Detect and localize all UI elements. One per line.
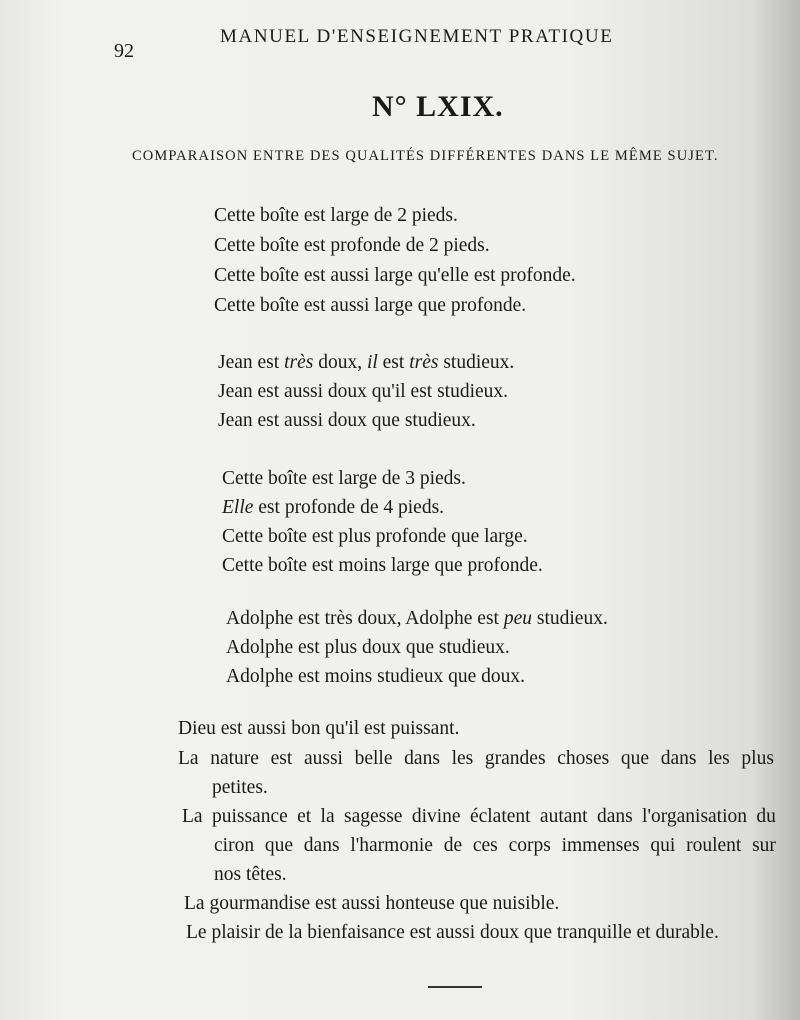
section-title: COMPARAISON ENTRE DES QUALITÉS DIFFÉRENTES DANS LE MÊME SUJET. — [132, 148, 719, 164]
example-line: Elle est profonde de 4 pieds. — [222, 497, 445, 518]
section-number: N° LXIX. — [372, 90, 504, 123]
example-line: Adolphe est moins studieux que doux. — [226, 666, 525, 687]
example-line: Jean est très doux, il est très studieux. — [218, 352, 515, 373]
sentence-2-line-1: La nature est aussi belle dans les grandes choses que dans les plus — [178, 748, 774, 769]
example-line: Cette boîte est aussi large que profonde. — [214, 295, 527, 316]
sentence-2-line-2: petites. — [212, 777, 268, 798]
page-number: 92 — [114, 40, 134, 62]
example-line: Jean est aussi doux que studieux. — [218, 410, 476, 431]
example-line: Cette boîte est plus profonde que large. — [222, 526, 528, 547]
example-line: Cette boîte est large de 2 pieds. — [214, 205, 458, 226]
sentence-3-line-1: La puissance et la sagesse divine éclatent autant dans l'organisation du — [182, 806, 776, 827]
sentence-1: Dieu est aussi bon qu'il est puissant. — [178, 718, 460, 739]
example-line: Adolphe est plus doux que studieux. — [226, 637, 510, 658]
sentence-4: La gourmandise est aussi honteuse que nuisible. — [184, 893, 560, 914]
example-line: Cette boîte est profonde de 2 pieds. — [214, 235, 490, 256]
example-line: Cette boîte est large de 3 pieds. — [222, 468, 466, 489]
example-line: Cette boîte est aussi large qu'elle est profonde. — [214, 265, 576, 286]
sentence-3-line-3: nos têtes. — [214, 864, 287, 885]
example-line: Adolphe est très doux, Adolphe est peu studieux. — [226, 608, 608, 629]
end-rule — [428, 986, 482, 988]
sentence-5: Le plaisir de la bienfaisance est aussi doux que tranquille et durable. — [186, 922, 719, 943]
sentence-3-line-2: ciron que dans l'harmonie de ces corps immenses qui roulent sur — [214, 835, 776, 856]
running-title: MANUEL D'ENSEIGNEMENT PRATIQUE — [220, 26, 614, 47]
example-line: Cette boîte est moins large que profonde. — [222, 555, 543, 576]
example-line: Jean est aussi doux qu'il est studieux. — [218, 381, 509, 402]
